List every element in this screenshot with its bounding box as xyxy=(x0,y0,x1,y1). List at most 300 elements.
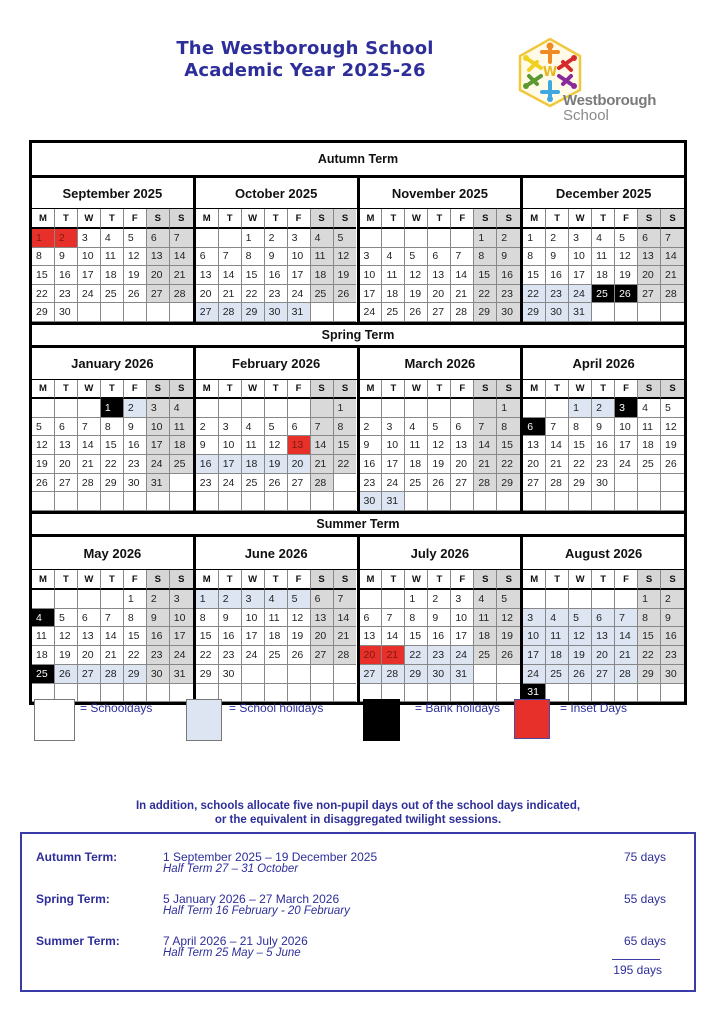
calendar-empty-cell xyxy=(638,492,661,511)
calendar-day: 3 xyxy=(219,418,242,437)
calendar-day: 8 xyxy=(32,248,55,267)
calendar-empty-cell xyxy=(546,590,569,609)
weekday-header: W xyxy=(78,380,101,399)
weekday-header: T xyxy=(101,209,124,229)
calendar-day: 10 xyxy=(242,609,265,628)
calendar-empty-cell xyxy=(638,684,661,703)
summary-term-days: 55 days xyxy=(623,892,666,906)
weekday-header: T xyxy=(265,570,288,590)
calendar-day: 25 xyxy=(405,474,428,493)
weekday-header: S xyxy=(311,570,334,590)
calendar-empty-cell xyxy=(101,492,124,511)
calendar-day: 5 xyxy=(615,229,638,248)
month-title: April 2026 xyxy=(523,348,684,380)
calendar-empty-cell xyxy=(569,590,592,609)
calendar-day: 8 xyxy=(405,609,428,628)
calendar-day: 30 xyxy=(124,474,147,493)
calendar-day: 22 xyxy=(474,285,497,304)
calendar-empty-cell xyxy=(242,665,265,684)
weekday-header: M xyxy=(196,209,219,229)
calendar-day: 9 xyxy=(219,609,242,628)
calendar-empty-cell xyxy=(311,303,334,322)
legend-swatch-school-holidays xyxy=(186,699,222,741)
calendar-day: 13 xyxy=(428,266,451,285)
calendar-day: 5 xyxy=(124,229,147,248)
calendar-empty-cell xyxy=(569,492,592,511)
calendar-day: 14 xyxy=(546,436,569,455)
calendar-empty-cell xyxy=(55,590,78,609)
calendar-day: 21 xyxy=(311,455,334,474)
calendar-day: 4 xyxy=(382,248,405,267)
weekday-header: F xyxy=(615,209,638,229)
calendar-day: 13 xyxy=(78,627,101,646)
calendar-day: 13 xyxy=(311,609,334,628)
calendar-day: 1 xyxy=(497,399,520,418)
calendar-day: 16 xyxy=(147,627,170,646)
calendar-day: 6 xyxy=(638,229,661,248)
calendar-day: 3 xyxy=(242,590,265,609)
calendar-day: 31 xyxy=(569,303,592,322)
weekday-header: F xyxy=(124,209,147,229)
calendar-day: 23 xyxy=(219,646,242,665)
calendar-day: 4 xyxy=(101,229,124,248)
calendar-day: 25 xyxy=(32,665,55,684)
calendar-day: 2 xyxy=(147,590,170,609)
calendar-day: 26 xyxy=(55,665,78,684)
calendar-empty-cell xyxy=(196,492,219,511)
month-block xyxy=(523,348,684,511)
calendar-day: 27 xyxy=(288,474,311,493)
weekday-header: T xyxy=(219,570,242,590)
month-block xyxy=(196,537,360,702)
calendar-day: 12 xyxy=(497,609,520,628)
weekday-header: T xyxy=(546,380,569,399)
calendar-day: 14 xyxy=(101,627,124,646)
weekday-header: S xyxy=(661,380,684,399)
calendar-day: 6 xyxy=(288,418,311,437)
calendar-day: 27 xyxy=(428,303,451,322)
calendar-day: 7 xyxy=(101,609,124,628)
calendar-day: 4 xyxy=(242,418,265,437)
calendar-day: 13 xyxy=(451,436,474,455)
calendar-day: 27 xyxy=(147,285,170,304)
calendar-day: 14 xyxy=(474,436,497,455)
calendar-day: 25 xyxy=(311,285,334,304)
calendar-day: 20 xyxy=(428,285,451,304)
calendar-empty-cell xyxy=(334,474,357,493)
calendar-day: 7 xyxy=(170,229,193,248)
calendar-day: 9 xyxy=(546,248,569,267)
calendar-day: 17 xyxy=(288,266,311,285)
calendar-day: 19 xyxy=(405,285,428,304)
weekday-header: S xyxy=(170,570,193,590)
weekday-header: S xyxy=(170,380,193,399)
calendar-day: 7 xyxy=(219,248,242,267)
calendar-empty-cell xyxy=(147,303,170,322)
calendar-empty-cell xyxy=(405,229,428,248)
academic-year: Academic Year 2025-26 xyxy=(184,60,426,81)
weekday-header: T xyxy=(546,570,569,590)
calendar-day: 17 xyxy=(147,436,170,455)
term-header: Summer Term xyxy=(32,514,684,537)
legend-label-schooldays: = Schooldays xyxy=(80,701,153,715)
calendar-day: 15 xyxy=(124,627,147,646)
calendar-day: 11 xyxy=(170,418,193,437)
calendar-day: 23 xyxy=(592,455,615,474)
calendar-day: 26 xyxy=(288,646,311,665)
calendar-empty-cell xyxy=(615,590,638,609)
calendar-day: 30 xyxy=(428,665,451,684)
calendar-day: 17 xyxy=(219,455,242,474)
calendar-day: 15 xyxy=(523,266,546,285)
calendar-day: 14 xyxy=(451,266,474,285)
calendar-day: 5 xyxy=(569,609,592,628)
calendar-day: 21 xyxy=(546,455,569,474)
calendar-day: 15 xyxy=(101,436,124,455)
calendar-empty-cell xyxy=(196,229,219,248)
calendar-empty-cell xyxy=(451,492,474,511)
calendar-day: 7 xyxy=(661,229,684,248)
calendar-day: 28 xyxy=(311,474,334,493)
calendar-day: 29 xyxy=(638,665,661,684)
calendar-day: 29 xyxy=(124,665,147,684)
calendar-empty-cell xyxy=(428,684,451,703)
calendar-day: 14 xyxy=(170,248,193,267)
calendar-day: 28 xyxy=(78,474,101,493)
calendar-day: 24 xyxy=(360,303,383,322)
calendar-day: 18 xyxy=(382,285,405,304)
legend-swatch-schooldays xyxy=(34,699,75,741)
calendar-day: 10 xyxy=(170,609,193,628)
weekday-header: T xyxy=(101,570,124,590)
calendar-empty-cell xyxy=(474,399,497,418)
calendar-day: 18 xyxy=(32,646,55,665)
calendar-day: 11 xyxy=(474,609,497,628)
calendar-day: 5 xyxy=(334,229,357,248)
calendar-day: 8 xyxy=(569,418,592,437)
summary-term-dates: 1 September 2025 – 19 December 2025 xyxy=(163,850,378,864)
calendar-day: 16 xyxy=(360,455,383,474)
summary-term-dates: 7 April 2026 – 21 July 2026 xyxy=(163,934,308,948)
weekday-header: T xyxy=(101,380,124,399)
logo-subtext: School xyxy=(563,107,609,124)
calendar-day: 10 xyxy=(219,436,242,455)
weekday-header: T xyxy=(428,570,451,590)
calendar-day: 4 xyxy=(170,399,193,418)
calendar-day: 27 xyxy=(196,303,219,322)
calendar-empty-cell xyxy=(592,590,615,609)
calendar-day: 7 xyxy=(78,418,101,437)
calendar-empty-cell xyxy=(32,590,55,609)
month-block xyxy=(523,537,684,702)
weekday-header: T xyxy=(55,380,78,399)
legend-label-bank-holidays: = Bank holidays xyxy=(415,701,501,715)
calendar-day: 27 xyxy=(78,665,101,684)
calendar-day: 2 xyxy=(55,229,78,248)
weekday-header: W xyxy=(569,209,592,229)
calendar-day: 20 xyxy=(523,455,546,474)
weekday-header: T xyxy=(382,209,405,229)
calendar-day: 15 xyxy=(638,627,661,646)
calendar-day: 10 xyxy=(360,266,383,285)
weekday-header: W xyxy=(569,570,592,590)
calendar-day: 18 xyxy=(405,455,428,474)
calendar-empty-cell xyxy=(265,684,288,703)
calendar-empty-cell xyxy=(147,684,170,703)
calendar-day: 15 xyxy=(32,266,55,285)
calendar-day: 9 xyxy=(124,418,147,437)
calendar-day: 3 xyxy=(78,229,101,248)
month-day-grid xyxy=(32,570,193,702)
calendar-day: 12 xyxy=(124,248,147,267)
weekday-header: F xyxy=(124,570,147,590)
calendar-day: 19 xyxy=(288,627,311,646)
calendar-day: 1 xyxy=(569,399,592,418)
weekday-header: S xyxy=(147,570,170,590)
calendar-day: 27 xyxy=(311,646,334,665)
calendar-day: 4 xyxy=(405,418,428,437)
month-block xyxy=(32,178,196,322)
calendar-day: 16 xyxy=(546,266,569,285)
page-title xyxy=(170,38,440,82)
weekday-header: S xyxy=(497,380,520,399)
calendar-empty-cell xyxy=(334,665,357,684)
weekday-header: M xyxy=(523,209,546,229)
calendar-day: 30 xyxy=(592,474,615,493)
calendar-day: 24 xyxy=(219,474,242,493)
calendar-empty-cell xyxy=(592,492,615,511)
summary-term-label: Summer Term: xyxy=(36,934,120,948)
calendar-empty-cell xyxy=(615,684,638,703)
calendar-day: 4 xyxy=(265,590,288,609)
calendar-day: 27 xyxy=(523,474,546,493)
weekday-header: S xyxy=(334,570,357,590)
calendar-day: 13 xyxy=(147,248,170,267)
weekday-header: T xyxy=(382,570,405,590)
weekday-header: S xyxy=(638,209,661,229)
weekday-header: T xyxy=(428,209,451,229)
calendar-day: 27 xyxy=(592,665,615,684)
weekday-header: T xyxy=(55,209,78,229)
calendar-day: 21 xyxy=(78,455,101,474)
calendar-day: 3 xyxy=(523,609,546,628)
calendar-day: 30 xyxy=(661,665,684,684)
calendar-day: 31 xyxy=(170,665,193,684)
calendar-day: 16 xyxy=(55,266,78,285)
summary-half-term: Half Term 16 February - 20 February xyxy=(163,905,350,917)
month-block xyxy=(523,178,684,322)
calendar-empty-cell xyxy=(661,492,684,511)
calendar-day: 24 xyxy=(242,646,265,665)
calendar-empty-cell xyxy=(497,665,520,684)
calendar-empty-cell xyxy=(311,399,334,418)
calendar-day: 22 xyxy=(124,646,147,665)
calendar-empty-cell xyxy=(405,492,428,511)
month-day-grid xyxy=(360,380,521,511)
calendar-grid xyxy=(29,140,687,705)
legend-label-inset-days: = Inset Days xyxy=(560,701,628,715)
weekday-header: S xyxy=(661,570,684,590)
calendar-day: 20 xyxy=(360,646,383,665)
weekday-header: S xyxy=(334,209,357,229)
calendar-day: 28 xyxy=(101,665,124,684)
calendar-day: 18 xyxy=(311,266,334,285)
calendar-day: 15 xyxy=(497,436,520,455)
calendar-day: 19 xyxy=(615,266,638,285)
calendar-day: 28 xyxy=(334,646,357,665)
weekday-header: F xyxy=(288,209,311,229)
calendar-empty-cell xyxy=(311,492,334,511)
weekday-header: T xyxy=(265,209,288,229)
summary-half-term: Half Term 25 May – 5 June xyxy=(163,947,301,959)
calendar-empty-cell xyxy=(147,492,170,511)
weekday-header: W xyxy=(78,570,101,590)
calendar-day: 22 xyxy=(569,455,592,474)
calendar-day: 19 xyxy=(124,266,147,285)
weekday-header: T xyxy=(592,209,615,229)
calendar-day: 26 xyxy=(405,303,428,322)
calendar-day: 21 xyxy=(474,455,497,474)
calendar-day: 12 xyxy=(661,418,684,437)
month-block xyxy=(196,178,360,322)
calendar-empty-cell xyxy=(592,684,615,703)
calendar-day: 3 xyxy=(451,590,474,609)
calendar-empty-cell xyxy=(615,303,638,322)
calendar-empty-cell xyxy=(382,590,405,609)
calendar-day: 3 xyxy=(569,229,592,248)
calendar-day: 19 xyxy=(497,627,520,646)
calendar-day: 15 xyxy=(242,266,265,285)
calendar-day: 26 xyxy=(32,474,55,493)
calendar-empty-cell xyxy=(569,684,592,703)
calendar-day: 13 xyxy=(592,627,615,646)
calendar-day: 11 xyxy=(405,436,428,455)
calendar-day: 28 xyxy=(615,665,638,684)
calendar-day: 6 xyxy=(592,609,615,628)
calendar-day: 1 xyxy=(405,590,428,609)
calendar-day: 2 xyxy=(265,229,288,248)
calendar-day: 14 xyxy=(219,266,242,285)
calendar-day: 31 xyxy=(523,684,546,703)
calendar-day: 17 xyxy=(569,266,592,285)
weekday-header: S xyxy=(474,209,497,229)
calendar-day: 20 xyxy=(147,266,170,285)
weekday-header: W xyxy=(78,209,101,229)
calendar-day: 21 xyxy=(334,627,357,646)
calendar-day: 10 xyxy=(523,627,546,646)
month-block xyxy=(196,348,360,511)
calendar-empty-cell xyxy=(451,399,474,418)
calendar-day: 11 xyxy=(101,248,124,267)
calendar-day: 4 xyxy=(638,399,661,418)
calendar-empty-cell xyxy=(242,684,265,703)
calendar-day: 20 xyxy=(638,266,661,285)
calendar-day: 1 xyxy=(474,229,497,248)
calendar-day: 29 xyxy=(196,665,219,684)
calendar-day: 27 xyxy=(55,474,78,493)
calendar-day: 24 xyxy=(615,455,638,474)
calendar-day: 29 xyxy=(569,474,592,493)
calendar-day: 16 xyxy=(265,266,288,285)
weekday-header: S xyxy=(311,380,334,399)
weekday-header: S xyxy=(497,570,520,590)
calendar-day: 12 xyxy=(265,436,288,455)
calendar-day: 23 xyxy=(497,285,520,304)
calendar-day: 10 xyxy=(569,248,592,267)
calendar-day: 23 xyxy=(428,646,451,665)
calendar-day: 22 xyxy=(101,455,124,474)
weekday-header: S xyxy=(334,380,357,399)
calendar-day: 6 xyxy=(78,609,101,628)
calendar-day: 24 xyxy=(382,474,405,493)
calendar-empty-cell xyxy=(311,684,334,703)
calendar-day: 1 xyxy=(638,590,661,609)
weekday-header: S xyxy=(661,209,684,229)
calendar-day: 19 xyxy=(334,266,357,285)
weekday-header: F xyxy=(615,380,638,399)
calendar-day: 30 xyxy=(219,665,242,684)
calendar-empty-cell xyxy=(523,399,546,418)
legend-swatch-inset-days xyxy=(514,699,550,739)
calendar-day: 21 xyxy=(170,266,193,285)
calendar-day: 25 xyxy=(638,455,661,474)
weekday-header: T xyxy=(55,570,78,590)
calendar-empty-cell xyxy=(615,474,638,493)
term-header: Spring Term xyxy=(32,325,684,348)
calendar-day: 7 xyxy=(334,590,357,609)
calendar-empty-cell xyxy=(78,590,101,609)
calendar-empty-cell xyxy=(638,303,661,322)
calendar-day: 2 xyxy=(497,229,520,248)
calendar-day: 22 xyxy=(32,285,55,304)
calendar-empty-cell xyxy=(242,399,265,418)
calendar-day: 11 xyxy=(242,436,265,455)
weekday-header: T xyxy=(219,380,242,399)
calendar-day: 10 xyxy=(147,418,170,437)
calendar-empty-cell xyxy=(265,399,288,418)
calendar-day: 1 xyxy=(242,229,265,248)
calendar-day: 1 xyxy=(523,229,546,248)
calendar-day: 25 xyxy=(101,285,124,304)
calendar-day: 30 xyxy=(147,665,170,684)
calendar-empty-cell xyxy=(32,399,55,418)
calendar-empty-cell xyxy=(219,684,242,703)
month-block xyxy=(360,178,524,322)
calendar-empty-cell xyxy=(428,492,451,511)
calendar-day: 1 xyxy=(334,399,357,418)
calendar-day: 2 xyxy=(360,418,383,437)
calendar-day: 3 xyxy=(170,590,193,609)
weekday-header: M xyxy=(32,380,55,399)
calendar-day: 22 xyxy=(405,646,428,665)
calendar-day: 31 xyxy=(147,474,170,493)
calendar-day: 13 xyxy=(523,436,546,455)
calendar-day: 10 xyxy=(451,609,474,628)
calendar-day: 8 xyxy=(242,248,265,267)
calendar-day: 18 xyxy=(265,627,288,646)
calendar-day: 24 xyxy=(170,646,193,665)
calendar-day: 5 xyxy=(661,399,684,418)
calendar-day: 26 xyxy=(497,646,520,665)
calendar-empty-cell xyxy=(661,303,684,322)
calendar-day: 25 xyxy=(265,646,288,665)
calendar-day: 29 xyxy=(242,303,265,322)
calendar-day: 16 xyxy=(497,266,520,285)
calendar-day: 3 xyxy=(360,248,383,267)
month-day-grid xyxy=(196,380,357,511)
weekday-header: T xyxy=(265,380,288,399)
term-months-row xyxy=(32,537,684,702)
